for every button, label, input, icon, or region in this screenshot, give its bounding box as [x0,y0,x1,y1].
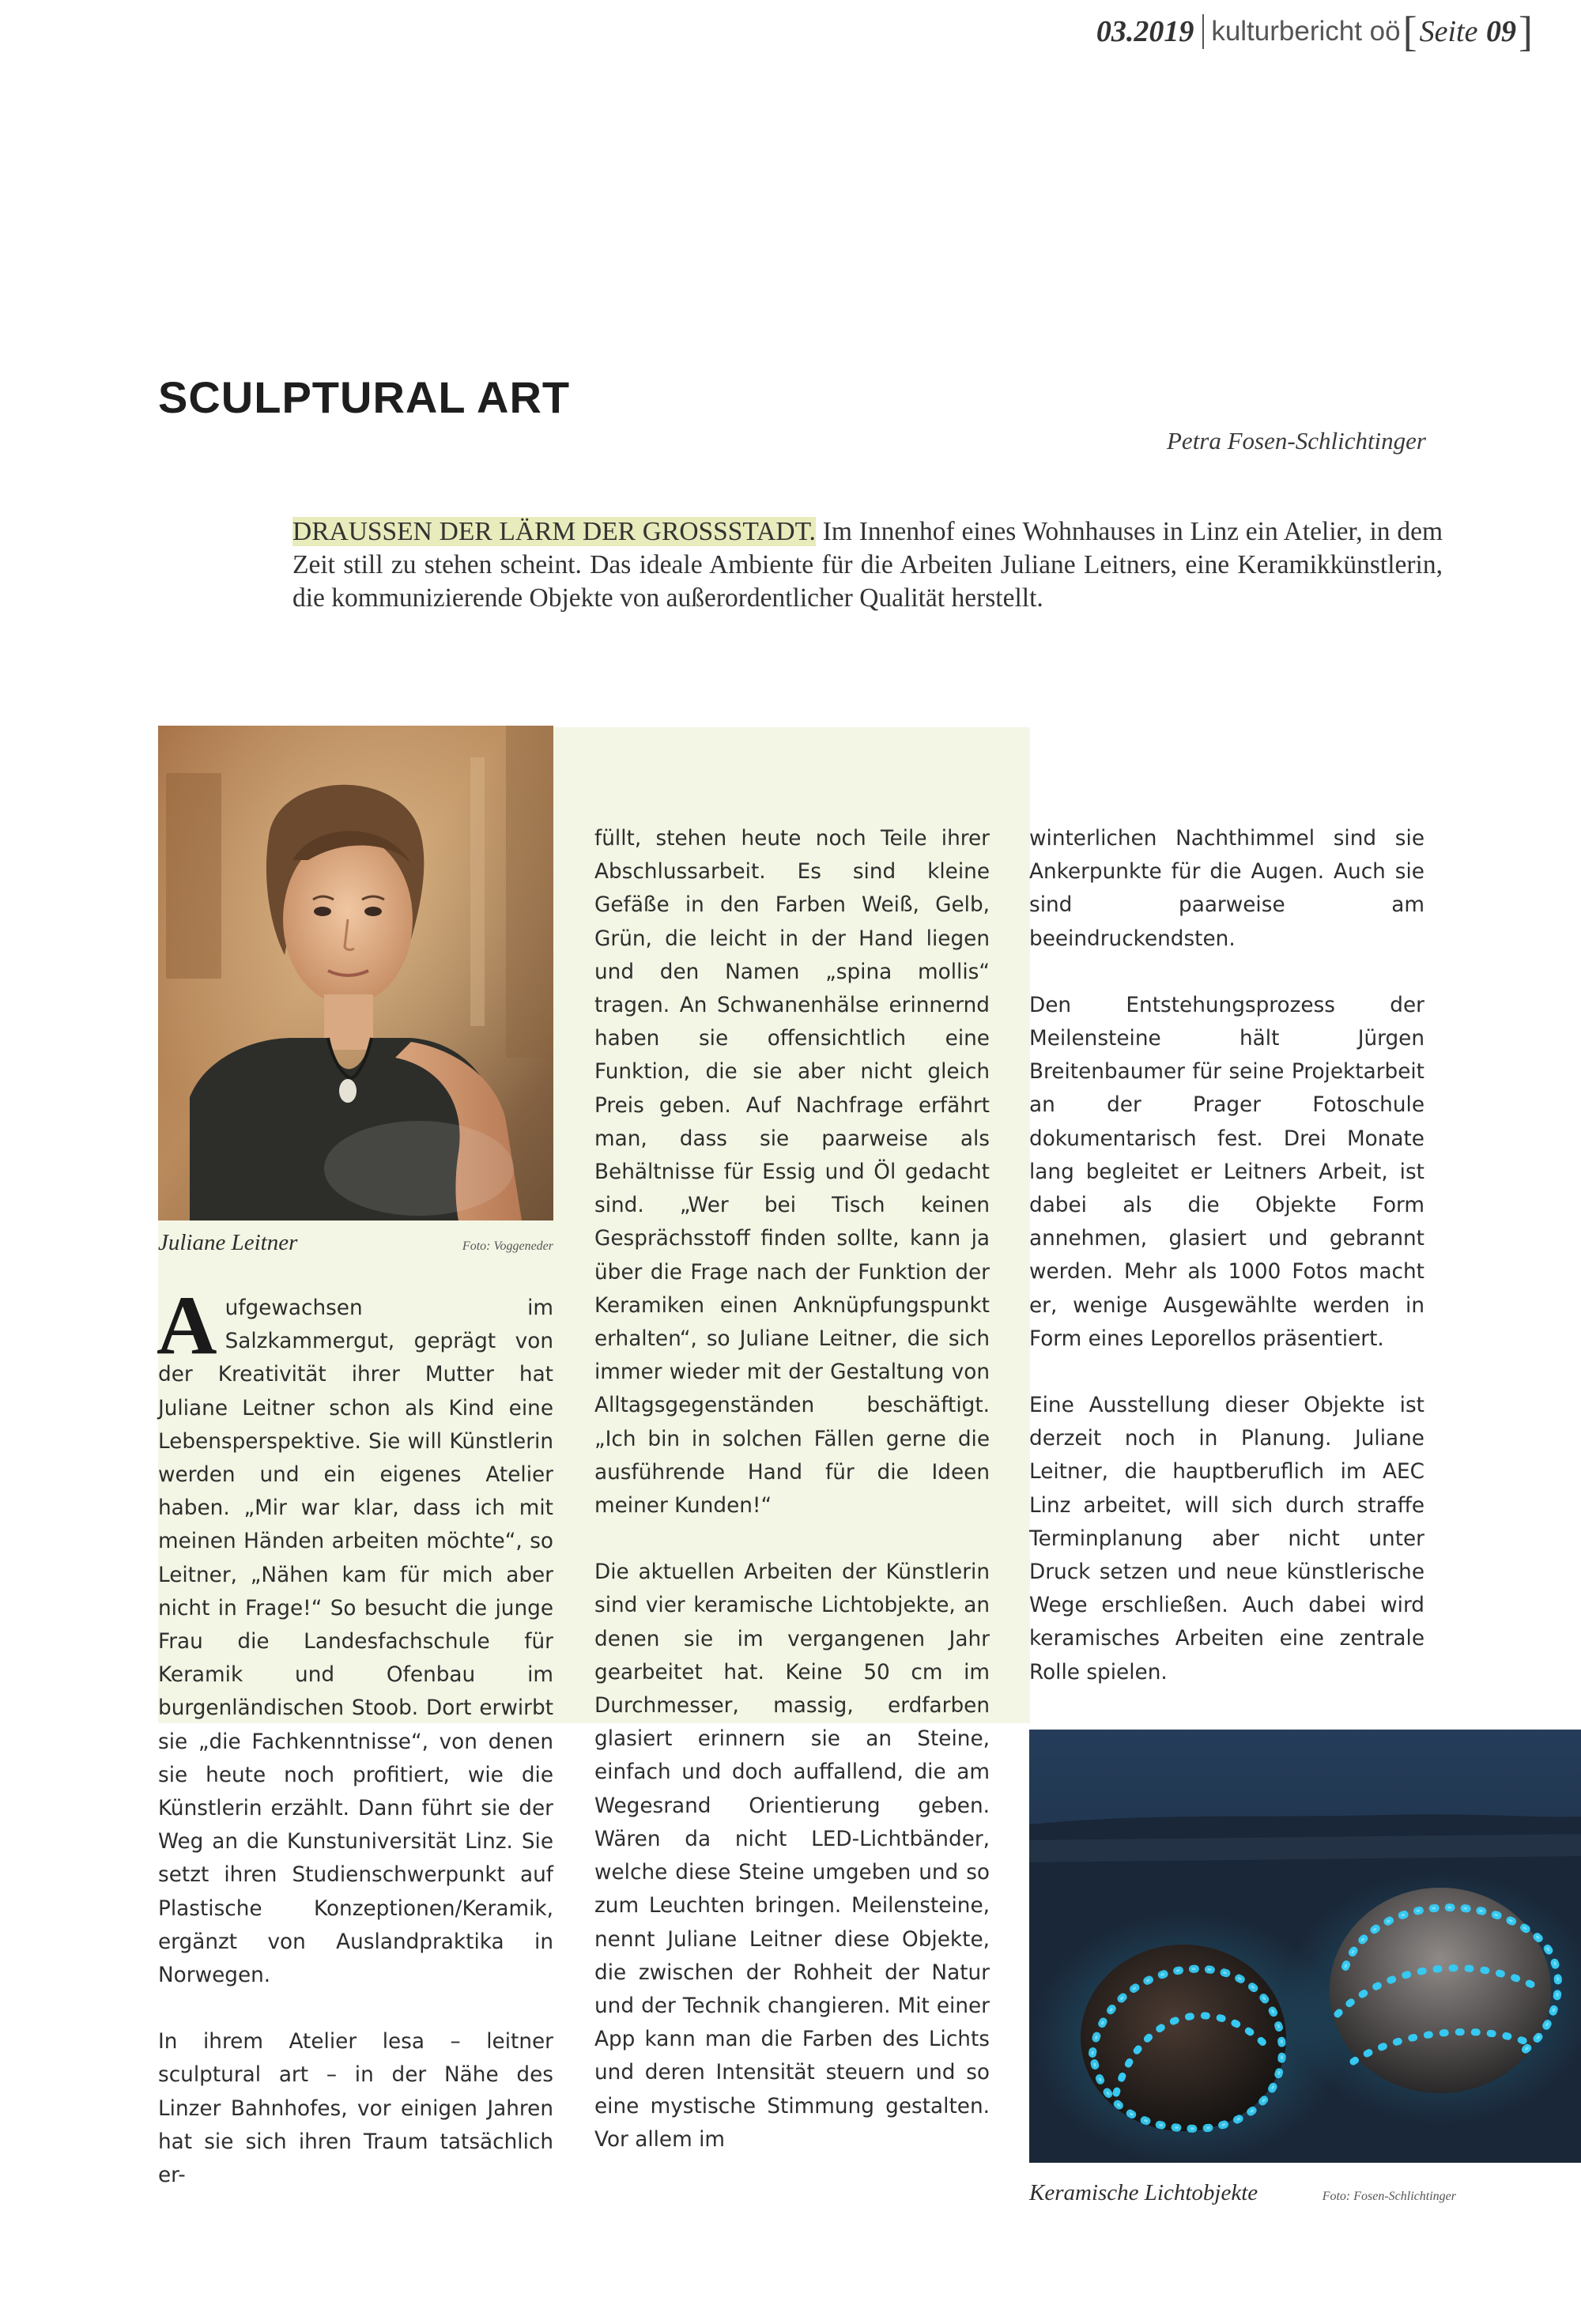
article-column-2 [594,822,990,2156]
article-author: Petra Fosen-Schlichtinger [1167,427,1426,455]
portrait-caption-row [158,1230,553,1256]
column-1-paragraph-2: In ihrem Atelier lesa – leitner sculptural art – in der Nähe des Linzer Bahnhofes, vor einigen Jahren hat sie sich ihren Traum tatsächlich er- [158,2030,553,2188]
column-3-paragraph-2: Den Entstehungsprozess der Meilensteine hält Jürgen Breitenbaumer für seine Projektarbeit an der Prager Fotoschule dokumentarisch fest. Drei Monate lang begleitet er Leitners Arbeit, ist dabei als die Objekte Form annehmen, glasiert und gebrannt werden. Mehr als 1000 Fotos macht er, wenige Ausgewählte werden in Form eines Leporellos präsentiert. [1029,993,1424,1351]
bracket-close: ] [1519,8,1533,55]
portrait-image [158,726,553,1220]
drop-cap: A [157,1279,217,1371]
light-objects-image [1029,1730,1581,2163]
magazine-name: kulturbericht oö [1211,16,1401,47]
portrait-photo [158,726,553,1220]
issue-date: 03.2019 [1096,15,1194,48]
column-1-paragraph-1 [157,1279,553,1992]
lead-highlight: DRAUSSEN DER LÄRM DER GROSSSTADT. [292,517,816,546]
light-objects-photo [1029,1730,1581,2163]
article-lead [292,515,1443,615]
bracket-open: [ [1402,8,1417,55]
article-column-1 [157,1279,553,2192]
page-label: Seite [1419,15,1478,48]
header-divider [1202,14,1204,49]
lead-text: Im Innenhof eines Wohnhauses in Linz ein Atelier, in dem Zeit still zu stehen scheint. Das ideale Ambiente für die Arbeiten Juliane Leitners, eine Keramikkünstlerin, die kommunizierende Objekte von außerordentlicher Qualität herstellt. [292,517,1443,613]
column-1-paragraph-1-text: ufgewachsen im Salzkammergut, geprägt von der Kreativität ihrer Mutter hat Juliane Leitner schon als Kind eine Lebensperspektive. Sie will Künstlerin werden und ein eigenes Atelier haben. „Mir war klar, dass ich mit meinen Händen arbeiten möchte“, so Leitner, „Nähen kam für mich aber nicht in Frage!“ So besucht die junge Frau die Landesfachschule für Keramik und Ofenbau im burgenländischen Stoob. Dort erwirbt sie „die Fachkenntnisse“, von denen sie heute noch profitiert, wie die Künstlerin erzählt. Dann führt sie der Weg an die Kunstuniversität Linz. Sie setzt ihren Studienschwerpunkt auf Plastische Konzeptionen/Keramik, ergänzt von Auslandpraktika in Norwegen. [158,1296,553,1988]
page-header [1096,9,1535,54]
lights-caption: Keramische Lichtobjekte [1029,2180,1258,2205]
column-2-paragraph-1: füllt, stehen heute noch Teile ihrer Abschlussarbeit. Es sind kleine Gefäße in den Farben Weiß, Gelb, Grün, die leicht in der Hand liegen und den Namen „spina mollis“ tragen. An Schwanenhälse erinnernd haben sie offensichtlich eine Funktion, die sie aber nicht gleich Preis geben. Auf Nachfrage erfährt man, dass sie paarweise als Behältnisse für Essig und Öl gedacht sind. „Wer bei Tisch keinen Gesprächsstoff finden sollte, kann ja über die Frage nach der Funktion der Keramiken einen Anknüpfungspunkt erhalten“, so Juliane Leitner, die sich immer wieder mit der Gestaltung von Alltagsgegenständen beschäftigt. „Ich bin in solchen Fällen gerne die ausführende Hand für die Ideen meiner Kunden!“ [594,827,990,1519]
article-title: SCULPTURAL ART [158,372,571,422]
article-column-3 [1029,822,1424,1689]
lights-caption-row [1029,2180,1456,2206]
page-number: 09 [1486,15,1517,48]
column-3-paragraph-1: winterlichen Nachthimmel sind sie Ankerpunkte für die Augen. Auch sie sind paarweise am beeindruckendsten. [1029,827,1424,951]
column-3-paragraph-3: Eine Ausstellung dieser Objekte ist derzeit noch in Planung. Juliane Leitner, die hauptberuflich im AEC Linz arbeitet, will sich durch straffe Terminplanung aber nicht unter Druck setzen und neue künstlerische Wege erschließen. Auch dabei wird keramisches Arbeiten eine zentrale Rolle spielen. [1029,1394,1424,1685]
column-2-paragraph-2: Die aktuellen Arbeiten der Künstlerin sind vier keramische Lichtobjekte, an denen sie im vergangenen Jahr gearbeitet hat. Keine 50 cm im Durchmesser, massig, erdfarben glasiert erinnern sie an Steine, einfach und doch auffallend, die am Wegesrand Orientierung geben. Wären da nicht LED-Lichtbänder, welche diese Steine umgeben und so zum Leuchten bringen. Meilensteine, nennt Juliane Leitner diese Objekte, die zwischen der Rohheit der Natur und der Technik changieren. Mit einer App kann man die Farben des Lichts und deren Intensität steuern und so eine mystische Stimmung gestalten. Vor allem im [594,1560,990,2152]
portrait-caption: Juliane Leitner [158,1230,298,1255]
portrait-credit: Foto: Voggeneder [462,1239,553,1253]
lights-credit: Foto: Fosen-Schlichtinger [1322,2190,1456,2203]
